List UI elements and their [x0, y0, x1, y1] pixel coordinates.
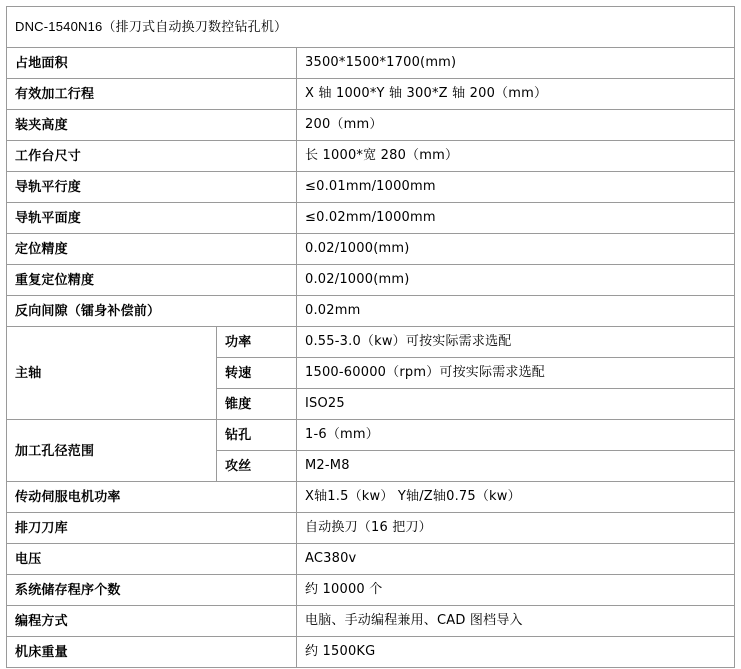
group-sublabel: 功率: [217, 327, 297, 358]
row-value: 电脑、手动编程兼用、CAD 图档导入: [297, 606, 735, 637]
row-value: ≤0.02mm/1000mm: [297, 203, 735, 234]
group-sublabel: 钻孔: [217, 420, 297, 451]
row-value: 0.02/1000(mm): [297, 234, 735, 265]
table-row-group-spindle: [7, 327, 735, 358]
row-label: 导轨平行度: [7, 172, 297, 203]
table-row: [7, 544, 735, 575]
row-label: 重复定位精度: [7, 265, 297, 296]
group-label: 加工孔径范围: [7, 420, 217, 482]
group-label: 主轴: [7, 327, 217, 420]
row-value: 1-6（mm）: [297, 420, 735, 451]
row-label: 电压: [7, 544, 297, 575]
table-row-group-holerange: [7, 420, 735, 451]
row-label: 排刀刀库: [7, 513, 297, 544]
row-value: 3500*1500*1700(mm): [297, 48, 735, 79]
table-row: [7, 48, 735, 79]
row-label: 装夹高度: [7, 110, 297, 141]
row-value: 约 10000 个: [297, 575, 735, 606]
row-value: 0.02/1000(mm): [297, 265, 735, 296]
group-sublabel: 锥度: [217, 389, 297, 420]
table-row: [7, 79, 735, 110]
row-label: 传动伺服电机功率: [7, 482, 297, 513]
table-row: [7, 606, 735, 637]
row-value: 自动换刀（16 把刀）: [297, 513, 735, 544]
table-row: [7, 234, 735, 265]
row-label: 工作台尺寸: [7, 141, 297, 172]
row-label: 反向间隙（镭身补偿前）: [7, 296, 297, 327]
row-label: 有效加工行程: [7, 79, 297, 110]
table-row: [7, 203, 735, 234]
row-value: 200（mm）: [297, 110, 735, 141]
row-label: 导轨平面度: [7, 203, 297, 234]
table-row: [7, 296, 735, 327]
row-value: 0.02mm: [297, 296, 735, 327]
row-label: 定位精度: [7, 234, 297, 265]
row-label: 编程方式: [7, 606, 297, 637]
table-row: [7, 575, 735, 606]
machine-spec-table: [6, 6, 735, 668]
row-label: 系统储存程序个数: [7, 575, 297, 606]
table-row: [7, 513, 735, 544]
table-row: [7, 110, 735, 141]
row-label: 机床重量: [7, 637, 297, 668]
table-title-row: [7, 7, 735, 48]
row-value: X轴1.5（kw） Y轴/Z轴0.75（kw）: [297, 482, 735, 513]
group-sublabel: 转速: [217, 358, 297, 389]
table-row: [7, 172, 735, 203]
row-value: AC380v: [297, 544, 735, 575]
row-value: M2-M8: [297, 451, 735, 482]
row-value: ≤0.01mm/1000mm: [297, 172, 735, 203]
table-row: [7, 141, 735, 172]
row-value: 0.55-3.0（kw）可按实际需求选配: [297, 327, 735, 358]
row-value: ISO25: [297, 389, 735, 420]
table-row: [7, 637, 735, 668]
group-sublabel: 攻丝: [217, 451, 297, 482]
table-row: [7, 265, 735, 296]
table-title: DNC-1540N16（排刀式自动换刀数控钻孔机）: [7, 7, 735, 48]
row-label: 占地面积: [7, 48, 297, 79]
row-value: 长 1000*宽 280（mm）: [297, 141, 735, 172]
row-value: X 轴 1000*Y 轴 300*Z 轴 200（mm）: [297, 79, 735, 110]
row-value: 约 1500KG: [297, 637, 735, 668]
row-value: 1500-60000（rpm）可按实际需求选配: [297, 358, 735, 389]
table-row: [7, 482, 735, 513]
